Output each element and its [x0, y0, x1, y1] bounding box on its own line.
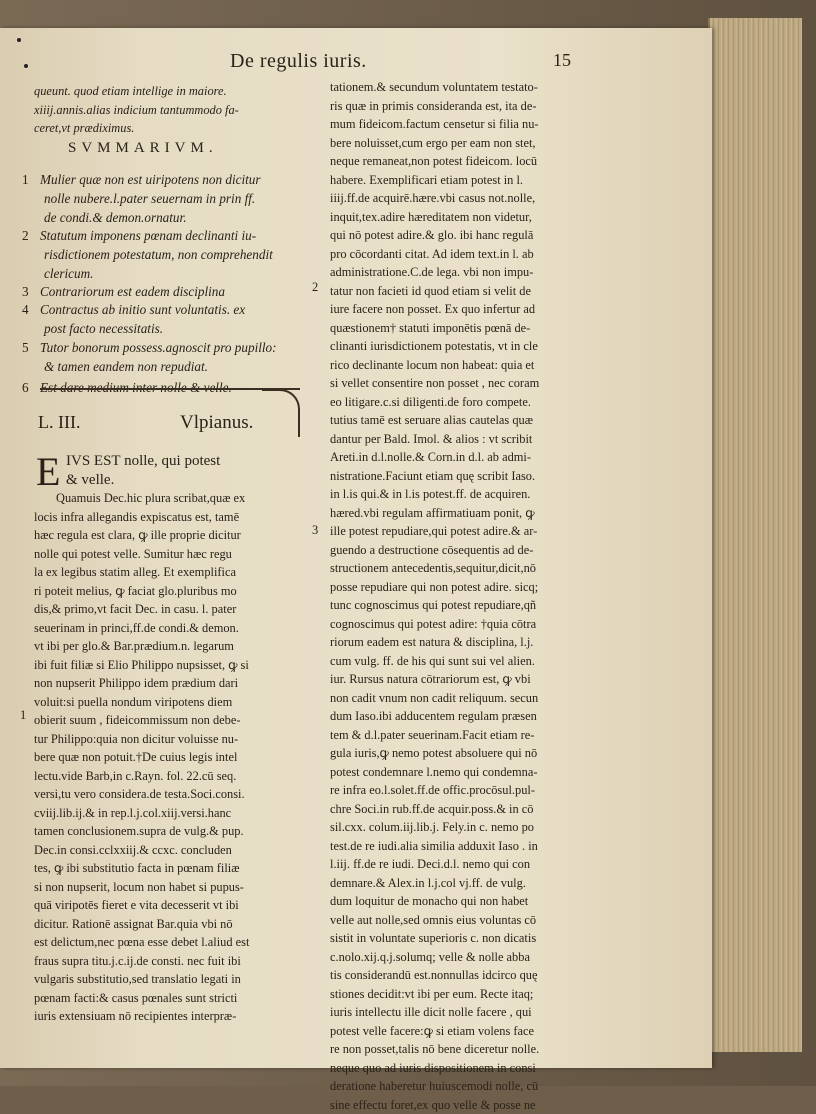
text-line: tationem.& secundum voluntatem testato- [330, 78, 616, 97]
text-line: tis considerandū est.nonnullas idcirco quę [330, 966, 616, 985]
text-line: bere quæ non potuit.†De cuius legis intel [34, 748, 306, 767]
text-line: re non posset,talis nō bene diceretur nolle. [330, 1040, 616, 1059]
ink-dot [17, 38, 21, 42]
manuscript-bracket [262, 389, 300, 437]
text-line: deratione haberetur huiuscemodi nolle, cū [330, 1077, 616, 1096]
text-line: sil.cxx. colum.iij.lib.j. Fely.in c. nemo po [330, 818, 616, 837]
text-line: cviij.lib.ij.& in rep.l.j.col.xiij.versi.hanc [34, 804, 306, 823]
text-line: non cadit vnum non cadit reliquum. secun [330, 689, 616, 708]
text-line: iure facere non posset. Ex quo infertur ad [330, 300, 616, 319]
text-line: test.de re iudi.alia similia adduxit Iaso . in [330, 837, 616, 856]
summary-line: post facto necessitatis. [40, 319, 245, 338]
text-line: rico declinante locum non habeat: quia et [330, 356, 616, 375]
summary-item [40, 282, 225, 301]
text-line: structionem antecedentis,sequitur,dicit,nō [330, 559, 616, 578]
law-number: L. III. [38, 412, 80, 433]
text-line: vulgaris substitutio,sed translatio legati in [34, 970, 306, 989]
text-line: iuris extensiuam nō recipientes interpræ- [34, 1007, 306, 1026]
summary-line: clericum. [40, 264, 273, 283]
text-line: inquit,tex.adire hæreditatem non videtur, [330, 208, 616, 227]
summary-item [40, 170, 261, 227]
left-column-body [34, 452, 306, 1026]
text-line: tes, ꝙ ibi substitutio facta in pœnam filiæ [34, 859, 306, 878]
summary-number: 6 [22, 378, 29, 398]
margin-number: 3 [312, 523, 318, 538]
ink-dot [24, 64, 28, 68]
text-line: ille potest repudiare,qui potest adire.& ar- [330, 522, 616, 541]
text-line: in l.is qui.& in l.is potest.ff. de acquiren. [330, 485, 616, 504]
text-line: non nupserit Philippo idem prædium dari [34, 674, 306, 693]
summary-number: 2 [22, 226, 29, 246]
text-line: tatur non facieti id quod etiam si velit de [330, 282, 616, 301]
text-line: nistratione.Faciunt etiam quę scribit Iaso. [330, 467, 616, 486]
text-line: gula iuris,ꝙ nemo potest absoluere qui nō [330, 744, 616, 763]
text-line: ris quæ in primis consideranda est, ita de- [330, 97, 616, 116]
text-line: riorum eadem est natura & disciplina, l.j. [330, 633, 616, 652]
summary-number: 4 [22, 300, 29, 320]
text-line: dis,& primo,vt facit Dec. in casu. l. pater [34, 600, 306, 619]
text-line: versi,tu vero considera.de testa.Soci.consi. [34, 785, 306, 804]
text-line: mum fideicom.factum censetur si filia nu- [330, 115, 616, 134]
text-line: quæstionem† statuti imponētis pœnā de- [330, 319, 616, 338]
text-line: stiones decidit:vt ibi per eum. Recte itaq; [330, 985, 616, 1004]
text-line: posse repudiare qui non potest adire. sicq; [330, 578, 616, 597]
text-line: Quamuis Dec.hic plura scribat,quæ ex [34, 489, 306, 508]
text-line: potest velle facere:ꝙ si etiam volens face [330, 1022, 616, 1041]
page-number: 15 [553, 50, 571, 71]
margin-number: 2 [312, 280, 318, 295]
text-line: iuris intellectu ille dicit nolle facere , qui [330, 1003, 616, 1022]
text-line: Dec.in consi.cclxxiij.& ccxc. concluden [34, 841, 306, 860]
text-line: hæc regula est clara, ꝙ ille proprie dicitur [34, 526, 306, 545]
summary-number: 5 [22, 338, 29, 358]
text-line: velle aut nolle,sed omnis eius voluntas cō [330, 911, 616, 930]
text-line: tur Philippo:quia non dicitur voluisse nu- [34, 730, 306, 749]
text-line: locis infra allegandis expiscatus est, tamē [34, 508, 306, 527]
text-line: neque remaneat,non potest fideicom. locū [330, 152, 616, 171]
text-line: c.nolo.xij.q.j.solumq; velle & nolle abba [330, 948, 616, 967]
summary-line: de condi.& demon.ornatur. [40, 208, 261, 227]
text-line: iiij.ff.de acquirē.hære.vbi casus not.nolle, [330, 189, 616, 208]
text-line: & velle. [34, 471, 306, 490]
summary-item [40, 300, 245, 338]
text-line: habere. Exemplificari etiam potest in l. [330, 171, 616, 190]
text-line: dicitur. Rationē assignat Bar.quia vbi nō [34, 915, 306, 934]
text-line: tunc cognoscimus qui potest repudiare,qñ [330, 596, 616, 615]
text-line: tamen conclusionem.supra de vulg.& pup. [34, 822, 306, 841]
text-line: potest condemnare l.nemo qui condemna- [330, 763, 616, 782]
margin-number: 1 [20, 708, 26, 723]
text-line: hæred.vbi regulam affirmatiuam ponit, ꝙ [330, 504, 616, 523]
text-line: lectu.vide Barb,in c.Rayn. fol. 22.cū seq. [34, 767, 306, 786]
summary-line: Contrariorum est eadem disciplina [40, 282, 225, 301]
text-line: clinanti iurisdictionem potestatis, vt in cle [330, 337, 616, 356]
text-line: seuerinam in princi,ff.de condi.& demon. [34, 619, 306, 638]
text-line: cum vulg. ff. de his qui sunt sui vel alien. [330, 652, 616, 671]
summary-line: risdictionem potestatum, non comprehendit [40, 245, 273, 264]
text-line: sistit in voluntate superioris c. non dicatis [330, 929, 616, 948]
summary-line: Statutum imponens pœnam declinanti iu- [40, 226, 273, 245]
text-line: sine effectu foret,ex quo velle & posse ne [330, 1096, 616, 1114]
summary-item [40, 338, 277, 376]
text-line: quā viripotēs fieret e vita decesserit vt ibi [34, 896, 306, 915]
text-line: cognoscimus qui potest adire: †quia cōtra [330, 615, 616, 634]
drop-cap: E [36, 452, 60, 492]
text-line: chre Soci.in rub.ff.de acquir.poss.& in cō [330, 800, 616, 819]
text-line: pœnam facti:& casus pœnales sunt stricti [34, 989, 306, 1008]
text-line: ceret,vt prædiximus. [34, 119, 239, 138]
text-line: dum loquitur de monacho qui non habet [330, 892, 616, 911]
summary-number: 3 [22, 282, 29, 302]
text-line: la ex legibus statim alleg. Et exemplifica [34, 563, 306, 582]
summary-number: 1 [22, 170, 29, 190]
summary-item [40, 226, 273, 283]
text-line: qui nō potest adire.& glo. ibi hanc regulā [330, 226, 616, 245]
text-line: obierit suum , fideicommissum non debe- [34, 711, 306, 730]
text-line: fraus supra titu.j.c.ij.de consti. nec fuit ibi [34, 952, 306, 971]
text-line: dantur per Bald. Imol. & alios : vt scribit [330, 430, 616, 449]
text-line: administratione.C.de lega. vbi non impu- [330, 263, 616, 282]
text-line: ri poteit melius, ꝙ faciat glo.pluribus mo [34, 582, 306, 601]
text-line: l.iij. ff.de re iudi. Deci.d.l. nemo qui con [330, 855, 616, 874]
text-line: est delictum,nec pœna esse debet l.aliud est [34, 933, 306, 952]
text-line: bere noluisset,cum ergo per eam non stet, [330, 134, 616, 153]
summary-line: Tutor bonorum possess.agnoscit pro pupillo: [40, 338, 277, 357]
text-line: dum Iaso.ibi adducentem regulam præsen [330, 707, 616, 726]
text-line: vt ibi per glo.& Bar.prædium.n. legarum [34, 637, 306, 656]
text-line: Areti.in d.l.nolle.& Corn.in d.l. ab admi- [330, 448, 616, 467]
text-line: si vellet consentire non posset , nec coram [330, 374, 616, 393]
summary-line: Contractus ab initio sunt voluntatis. ex [40, 300, 245, 319]
text-line: tutius tamē est seruare alias cautelas quæ [330, 411, 616, 430]
text-line: ibi fuit filiæ si Elio Philippo nupsisset, ꝙ si [34, 656, 306, 675]
text-line: neque quo ad iuris dispositionem in consi [330, 1059, 616, 1078]
text-line: guendo a destructione cōsequentis ad de- [330, 541, 616, 560]
text-line: xiiij.annis.alias indicium tantummodo fa- [34, 101, 239, 120]
text-line: eo litigare.c.si diligenti.de foro compete. [330, 393, 616, 412]
text-line: voluit:si puella nondum viripotens diem [34, 693, 306, 712]
page-title: De regulis iuris. [230, 50, 367, 73]
page-edges [708, 18, 802, 1052]
summary-title: SVMMARIVM. [68, 140, 218, 157]
law-author: Vlpianus. [180, 412, 253, 434]
text-line: pro cōcordanti citat. Ad idem text.in l. ab [330, 245, 616, 264]
text-line: IVS EST nolle, qui potest [34, 452, 306, 471]
intro-text [34, 82, 239, 138]
text-line: nolle qui potest velle. Sumitur hæc regu [34, 545, 306, 564]
text-line: tem & d.l.pater seuerinam.Facit etiam re- [330, 726, 616, 745]
summary-line: & tamen eandem non repudiat. [40, 357, 277, 376]
text-line: si non nupserit, locum non habet si pupus- [34, 878, 306, 897]
text-line: queunt. quod etiam intellige in maiore. [34, 82, 239, 101]
text-line: re infra eo.l.solet.ff.de offic.procōsul.pul- [330, 781, 616, 800]
text-line: iur. Rursus natura cōtrariorum est, ꝙ vbi [330, 670, 616, 689]
underline-rule [40, 388, 300, 390]
summary-line: Mulier quæ non est uiripotens non dicitur [40, 170, 261, 189]
text-line: demnare.& Alex.in l.j.col vj.ff. de vulg. [330, 874, 616, 893]
summary-line: nolle nubere.l.pater seuernam in prin ff. [40, 189, 261, 208]
right-column-body [330, 78, 616, 1114]
